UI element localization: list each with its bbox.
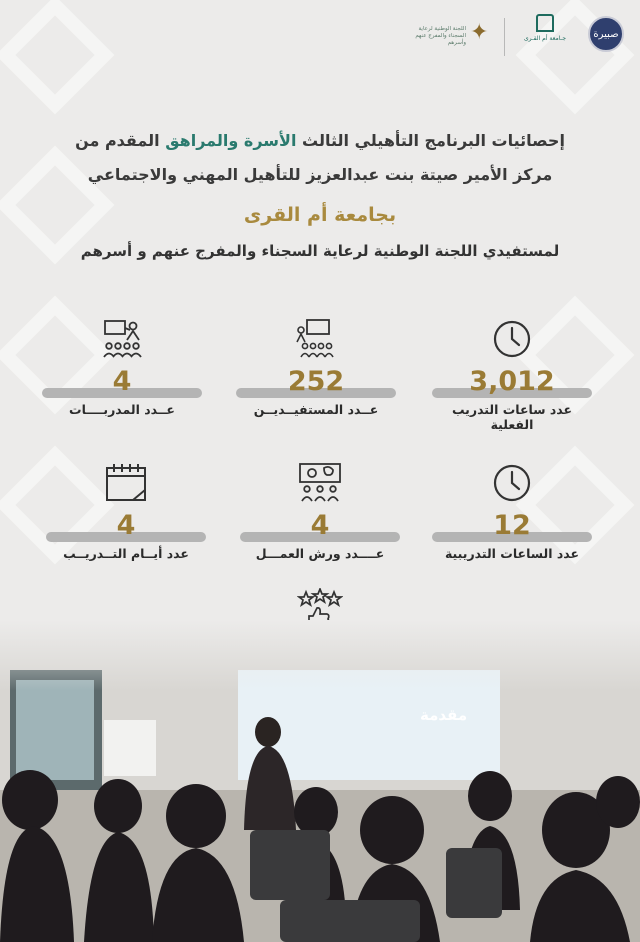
stat-label: عــدد المستفيــديــن (253, 402, 379, 417)
logo-divider (504, 18, 505, 56)
stat-value: 4 (116, 510, 136, 541)
stat-value: 4 (310, 510, 330, 541)
stat-training-days (46, 462, 206, 572)
title-line-1: إحصائيات البرنامج التأهيلي الثالث الأسرة والمراهق المقدم من (75, 131, 565, 150)
header-logos (400, 14, 630, 64)
stat-value: 3,012 (469, 366, 555, 397)
calendar-icon (103, 462, 149, 504)
title-university: بجامعة أم القرى (243, 204, 397, 226)
national-committee-logo: اللجنة الوطنية لرعاية السجناء والمفرج عنهم وأسرهم ✦ (415, 20, 489, 46)
stat-trainers (42, 318, 202, 428)
stat-label: عــدد المدربــــات (69, 402, 175, 417)
stat-label: عدد أيــام التــدريــب (63, 546, 189, 561)
clock-icon (489, 462, 535, 504)
stat-beneficiaries (236, 318, 396, 428)
stat-training-hours (432, 462, 592, 572)
page-title (0, 124, 640, 260)
trainer-icon (99, 318, 145, 360)
stat-label: عدد ساعات التدريب الفعلية (451, 402, 573, 432)
title-line-2: مركز الأمير صيتة بنت عبدالعزيز للتأهيل المهني والاجتماعي (87, 165, 553, 184)
title-beneficiaries: لمستفيدي اللجنة الوطنية لرعاية السجناء والمفرج عنهم و أسرهم (80, 242, 560, 260)
stat-value: 252 (287, 366, 345, 397)
stat-actual-training-hours (432, 318, 592, 432)
umm-alqura-mark-icon (536, 14, 554, 32)
sabira-logo: صبيرة (588, 16, 624, 52)
national-committee-mark-icon: ✦ (470, 20, 489, 45)
umm-alqura-logo: جـامعة أم القـرى (510, 14, 580, 60)
stat-value: 4 (112, 366, 132, 397)
classroom-photo (0, 620, 640, 942)
audience-icon (293, 318, 339, 360)
stat-value: 12 (493, 510, 531, 541)
workshop-icon (297, 462, 343, 504)
title-accent: الأسرة والمراهق (165, 131, 297, 150)
stat-label: عــــدد ورش العمـــل (255, 546, 385, 561)
screen-text: مقدمة (420, 706, 468, 724)
clock-icon (489, 318, 535, 360)
stat-workshops (240, 462, 400, 572)
stat-label: عدد الساعات التدريبية (444, 546, 580, 561)
